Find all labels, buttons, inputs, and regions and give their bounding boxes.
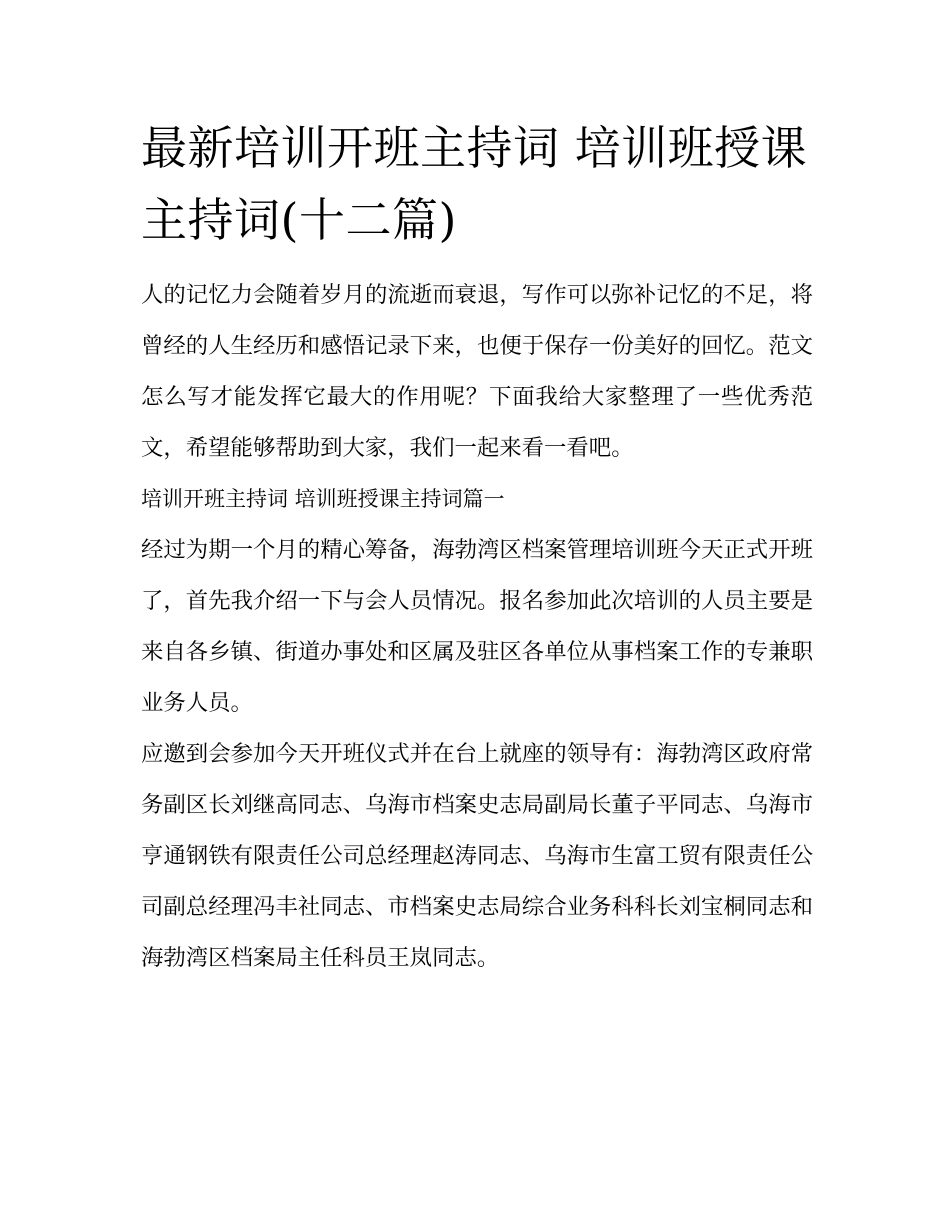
body-paragraph-2: 应邀到会参加今天开班仪式并在台上就座的领导有：海勃湾区政府常务副区长刘继高同志、乌海市档案史志局副局长董子平同志、乌海市亨通钢铁有限责任公司总经理赵涛同志、乌海市生富工贸有限责任公司副总经理冯丰社同志、市档案史志局综合业务科科长刘宝桐同志和海勃湾区档案局主任科员王岚同志。 <box>141 741 813 971</box>
intro-paragraph: 人的记忆力会随着岁月的流逝而衰退，写作可以弥补记忆的不足，将曾经的人生经历和感悟记录下来，也便于保存一份美好的回忆。范文怎么写才能发挥它最大的作用呢？下面我给大家整理了一些优秀范文，希望能够帮助到大家，我们一起来看一看吧。 <box>141 282 813 461</box>
body-paragraph-1: 经过为期一个月的精心筹备，海勃湾区档案管理培训班今天正式开班了，首先我介绍一下与会人员情况。报名参加此次培训的人员主要是来自各乡镇、街道办事处和区属及驻区各单位从事档案工作的专兼职业务人员。 <box>141 537 813 716</box>
document-body <box>141 112 813 984</box>
document-title: 最新培训开班主持词 培训班授课主持词(十二篇) <box>141 121 808 247</box>
section-heading: 培训开班主持词 培训班授课主持词篇一 <box>141 487 505 511</box>
